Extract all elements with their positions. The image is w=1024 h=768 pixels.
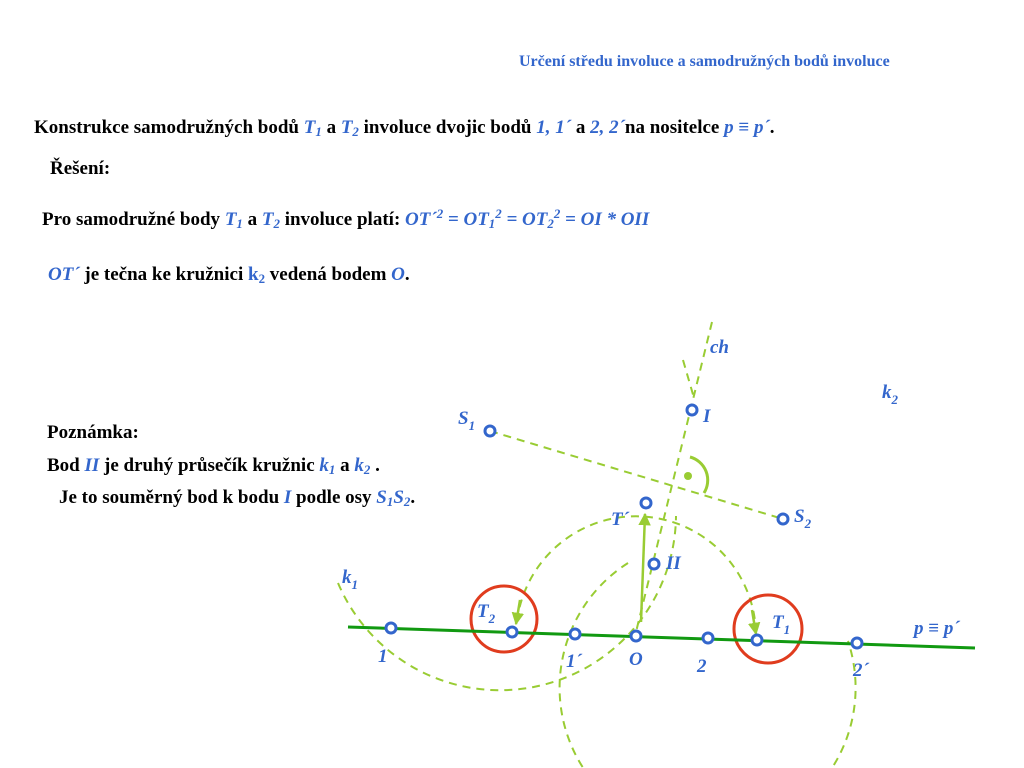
point-ii bbox=[649, 559, 659, 569]
point-i bbox=[687, 405, 697, 415]
label-k1: $k_1$ bbox=[342, 567, 358, 592]
point-t1 bbox=[752, 635, 762, 645]
carrier-line-p bbox=[348, 627, 975, 648]
label-t-prime: T´ bbox=[611, 509, 629, 530]
label-point-2-prime: 2´ bbox=[853, 660, 869, 681]
note-heading: Poznámka: bbox=[47, 422, 139, 443]
label-i: I bbox=[703, 406, 711, 427]
circle-k2 bbox=[560, 563, 856, 768]
label-p-carrier: p ≡ p´ bbox=[914, 618, 960, 639]
line-s1-s2 bbox=[490, 431, 783, 519]
label-s1: $S_1$ bbox=[458, 408, 476, 433]
label-s2: $S_2$ bbox=[794, 506, 812, 531]
equation-line: Pro samodružné body $T_1$ a $T_2$ involuce platí: OT´$^2$ = $OT_1^2 = OT_2^2$ = OI * OII bbox=[42, 206, 650, 232]
note-line-2: Je to souměrný bod k bodu I podle osy $S_1S_2$. bbox=[59, 487, 416, 510]
circle-tangent-point bbox=[517, 516, 756, 634]
label-point-o: O bbox=[629, 649, 643, 670]
point-2-prime bbox=[852, 638, 862, 648]
label-k2: $k_2$ bbox=[882, 382, 898, 407]
point-1 bbox=[386, 623, 396, 633]
arrow-o-to-t-prime bbox=[641, 514, 645, 622]
point-t-prime bbox=[641, 498, 651, 508]
tangent-statement: OT´ je tečna ke kružnici $k_2$ vedená bodem O. bbox=[48, 264, 410, 287]
point-s2 bbox=[778, 514, 788, 524]
label-point-1-prime: 1´ bbox=[566, 651, 582, 672]
label-t2: $T_2$ bbox=[477, 601, 496, 626]
label-t1: $T_1$ bbox=[772, 612, 791, 637]
highlight-circle-t1 bbox=[734, 595, 802, 663]
label-ch: ch bbox=[710, 337, 729, 358]
task-statement: Konstrukce samodružných bodů $T_1$ a $T_2$ involuce dvojic bodů 1, 1´ a 2, 2´na nositelce p ≡ p´. bbox=[34, 117, 775, 140]
right-angle-dot bbox=[684, 472, 692, 480]
point-2 bbox=[703, 633, 713, 643]
slide-title: Určení středu involuce a samodružných bodů involuce bbox=[519, 53, 890, 70]
label-ii: II bbox=[666, 553, 681, 574]
right-angle-mark bbox=[690, 457, 708, 493]
circle-k1 bbox=[338, 516, 676, 690]
solution-label: Řešení: bbox=[50, 158, 111, 179]
label-point-1: 1 bbox=[378, 646, 388, 667]
point-o bbox=[631, 631, 641, 641]
label-point-2: 2 bbox=[697, 656, 707, 677]
note-line-1: Bod II je druhý průsečík kružnic $k_1$ a $k_2$ . bbox=[47, 455, 380, 478]
point-1-prime bbox=[570, 629, 580, 639]
point-s1 bbox=[485, 426, 495, 436]
line-aux bbox=[683, 360, 694, 398]
point-t2 bbox=[507, 627, 517, 637]
line-ch bbox=[636, 322, 712, 632]
